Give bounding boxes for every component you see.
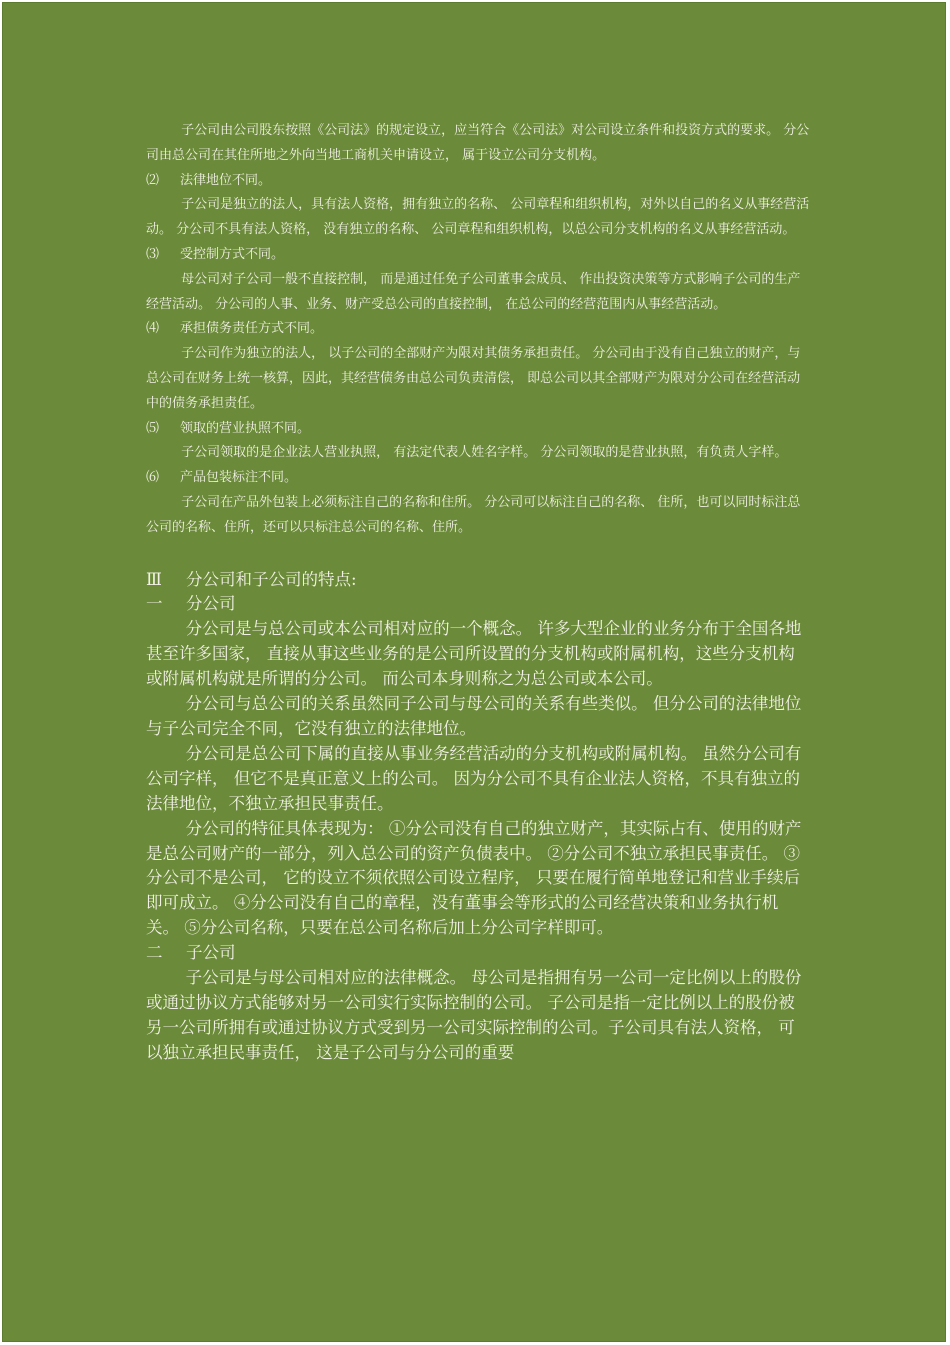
paragraph-branch-relation: 分公司与总公司的关系虽然同子公司与母公司的关系有些类似。 但分公司的法律地位与子公司完全不同，它没有独立的法律地位。 (146, 694, 802, 738)
subsection-number: 一 (146, 594, 163, 614)
item-heading-liability (146, 317, 811, 342)
paragraph-control: 母公司对子公司一般不直接控制， 而是通过任免子公司董事会成员、 作出投资决策等方式影响子公司的生产经营活动。 分公司的人事、业务、财产受总公司的直接控制， 在总公司的经营范围内从事经营活动。 (146, 271, 801, 312)
paragraph-branch-concept: 分公司是与总公司或本公司相对应的一个概念。 许多大型企业的业务分布于全国各地甚至许多国家， 直接从事这些业务的是公司所设置的分支机构或附属机构，这些分支机构或附属机构就是所谓的分公司。 而公司本身则称之为总公司或本公司。 (146, 619, 802, 689)
item-number: ⑷ (146, 321, 160, 337)
item-heading-text: 领取的营业执照不同。 (180, 420, 311, 436)
section-heading (146, 568, 811, 593)
paragraph-establishment: 子公司由公司股东按照《公司法》的规定设立，应当符合《公司法》对公司设立条件和投资方式的要求。 分公司由总公司在其住所地之外向当地工商机关申请设立， 属于设立公司分支机构。 (146, 123, 810, 163)
paragraph-branch-nature: 分公司是总公司下属的直接从事业务经营活动的分支机构或附属机构。 虽然分公司有公司字样， 但它不是真正意义上的公司。 因为分公司不具有企业法人资格，不具有独立的法律地位，不独立承担民事责任。 (146, 743, 802, 813)
item-heading-text: 承担债务责任方式不同。 (180, 321, 324, 337)
item-number: ⑹ (146, 470, 160, 486)
item-heading-text: 受控制方式不同。 (180, 246, 285, 262)
item-heading-text: 法律地位不同。 (180, 172, 272, 188)
paragraph-license: 子公司领取的是企业法人营业执照， 有法定代表人姓名字样。 分公司领取的是营业执照，有负责人字样。 (181, 445, 788, 461)
item-heading-legal-status (146, 169, 811, 194)
item-number: ⑵ (146, 172, 160, 188)
item-number: ⑸ (146, 420, 160, 436)
subsection-title: 分公司 (186, 594, 236, 614)
paragraph-legal-status: 子公司是独立的法人，具有法人资格，拥有独立的名称、 公司章程和组织机构，对外以自己的名义从事经营活动。 分公司不具有法人资格， 没有独立的名称、 公司章程和组织机构，以总公司分支机构的名义从事经营活动。 (146, 197, 810, 238)
item-heading-control (146, 243, 811, 268)
subsection-heading-subsidiary (146, 941, 811, 966)
item-number: ⑶ (146, 246, 160, 262)
subsection-heading-branch (146, 592, 811, 617)
item-heading-license (146, 417, 811, 442)
subsection-number: 二 (146, 943, 163, 963)
item-heading-packaging (146, 466, 811, 491)
section-spacer (146, 541, 811, 568)
document-page (2, 2, 946, 1342)
paragraph-packaging: 子公司在产品外包装上必须标注自己的名称和住所。 分公司可以标注自己的名称、 住所，也可以同时标注总公司的名称、住所，还可以只标注总公司的名称、住所。 (146, 494, 801, 535)
section-number: Ⅲ (146, 569, 162, 589)
item-heading-text: 产品包装标注不同。 (180, 470, 298, 486)
document-body (146, 119, 811, 1066)
comparison-section (146, 119, 811, 541)
paragraph-branch-features: 分公司的特征具体表现为： ①分公司没有自己的独立财产，其实际占有、使用的财产是总公司财产的一部分，列入总公司的资产负债表中。 ②分公司不独立承担民事责任。 ③分公司不是公司， 它的设立不须依照公司设立程序， 只要在履行简单地登记和营业手续后即可成立。 ④分公司没有自己的章程，没有董事会等形式的公司经营决策和业务执行机关。 ⑤分公司名称，只要在总公司名称后加上分公司字样即可。 (146, 818, 802, 938)
subsection-title: 子公司 (186, 943, 236, 963)
section-title: 分公司和子公司的特点: (186, 569, 357, 589)
paragraph-subsidiary-concept: 子公司是与母公司相对应的法律概念。 母公司是指拥有另一公司一定比例以上的股份或通过协议方式能够对另一公司实行实际控制的公司。 子公司是指一定比例以上的股份被另一公司所拥有或通过协议方式受到另一公司实际控制的公司。子公司具有法人资格， 可以独立承担民事责任， 这是子公司与分公司的重要 (146, 968, 802, 1062)
paragraph-liability: 子公司作为独立的法人， 以子公司的全部财产为限对其债务承担责任。 分公司由于没有自己独立的财产，与总公司在财务上统一核算，因此，其经营债务由总公司负责清偿， 即总公司以其全部财产为限对分公司在经营活动中的债务承担责任。 (146, 346, 801, 411)
features-section (146, 568, 811, 1066)
